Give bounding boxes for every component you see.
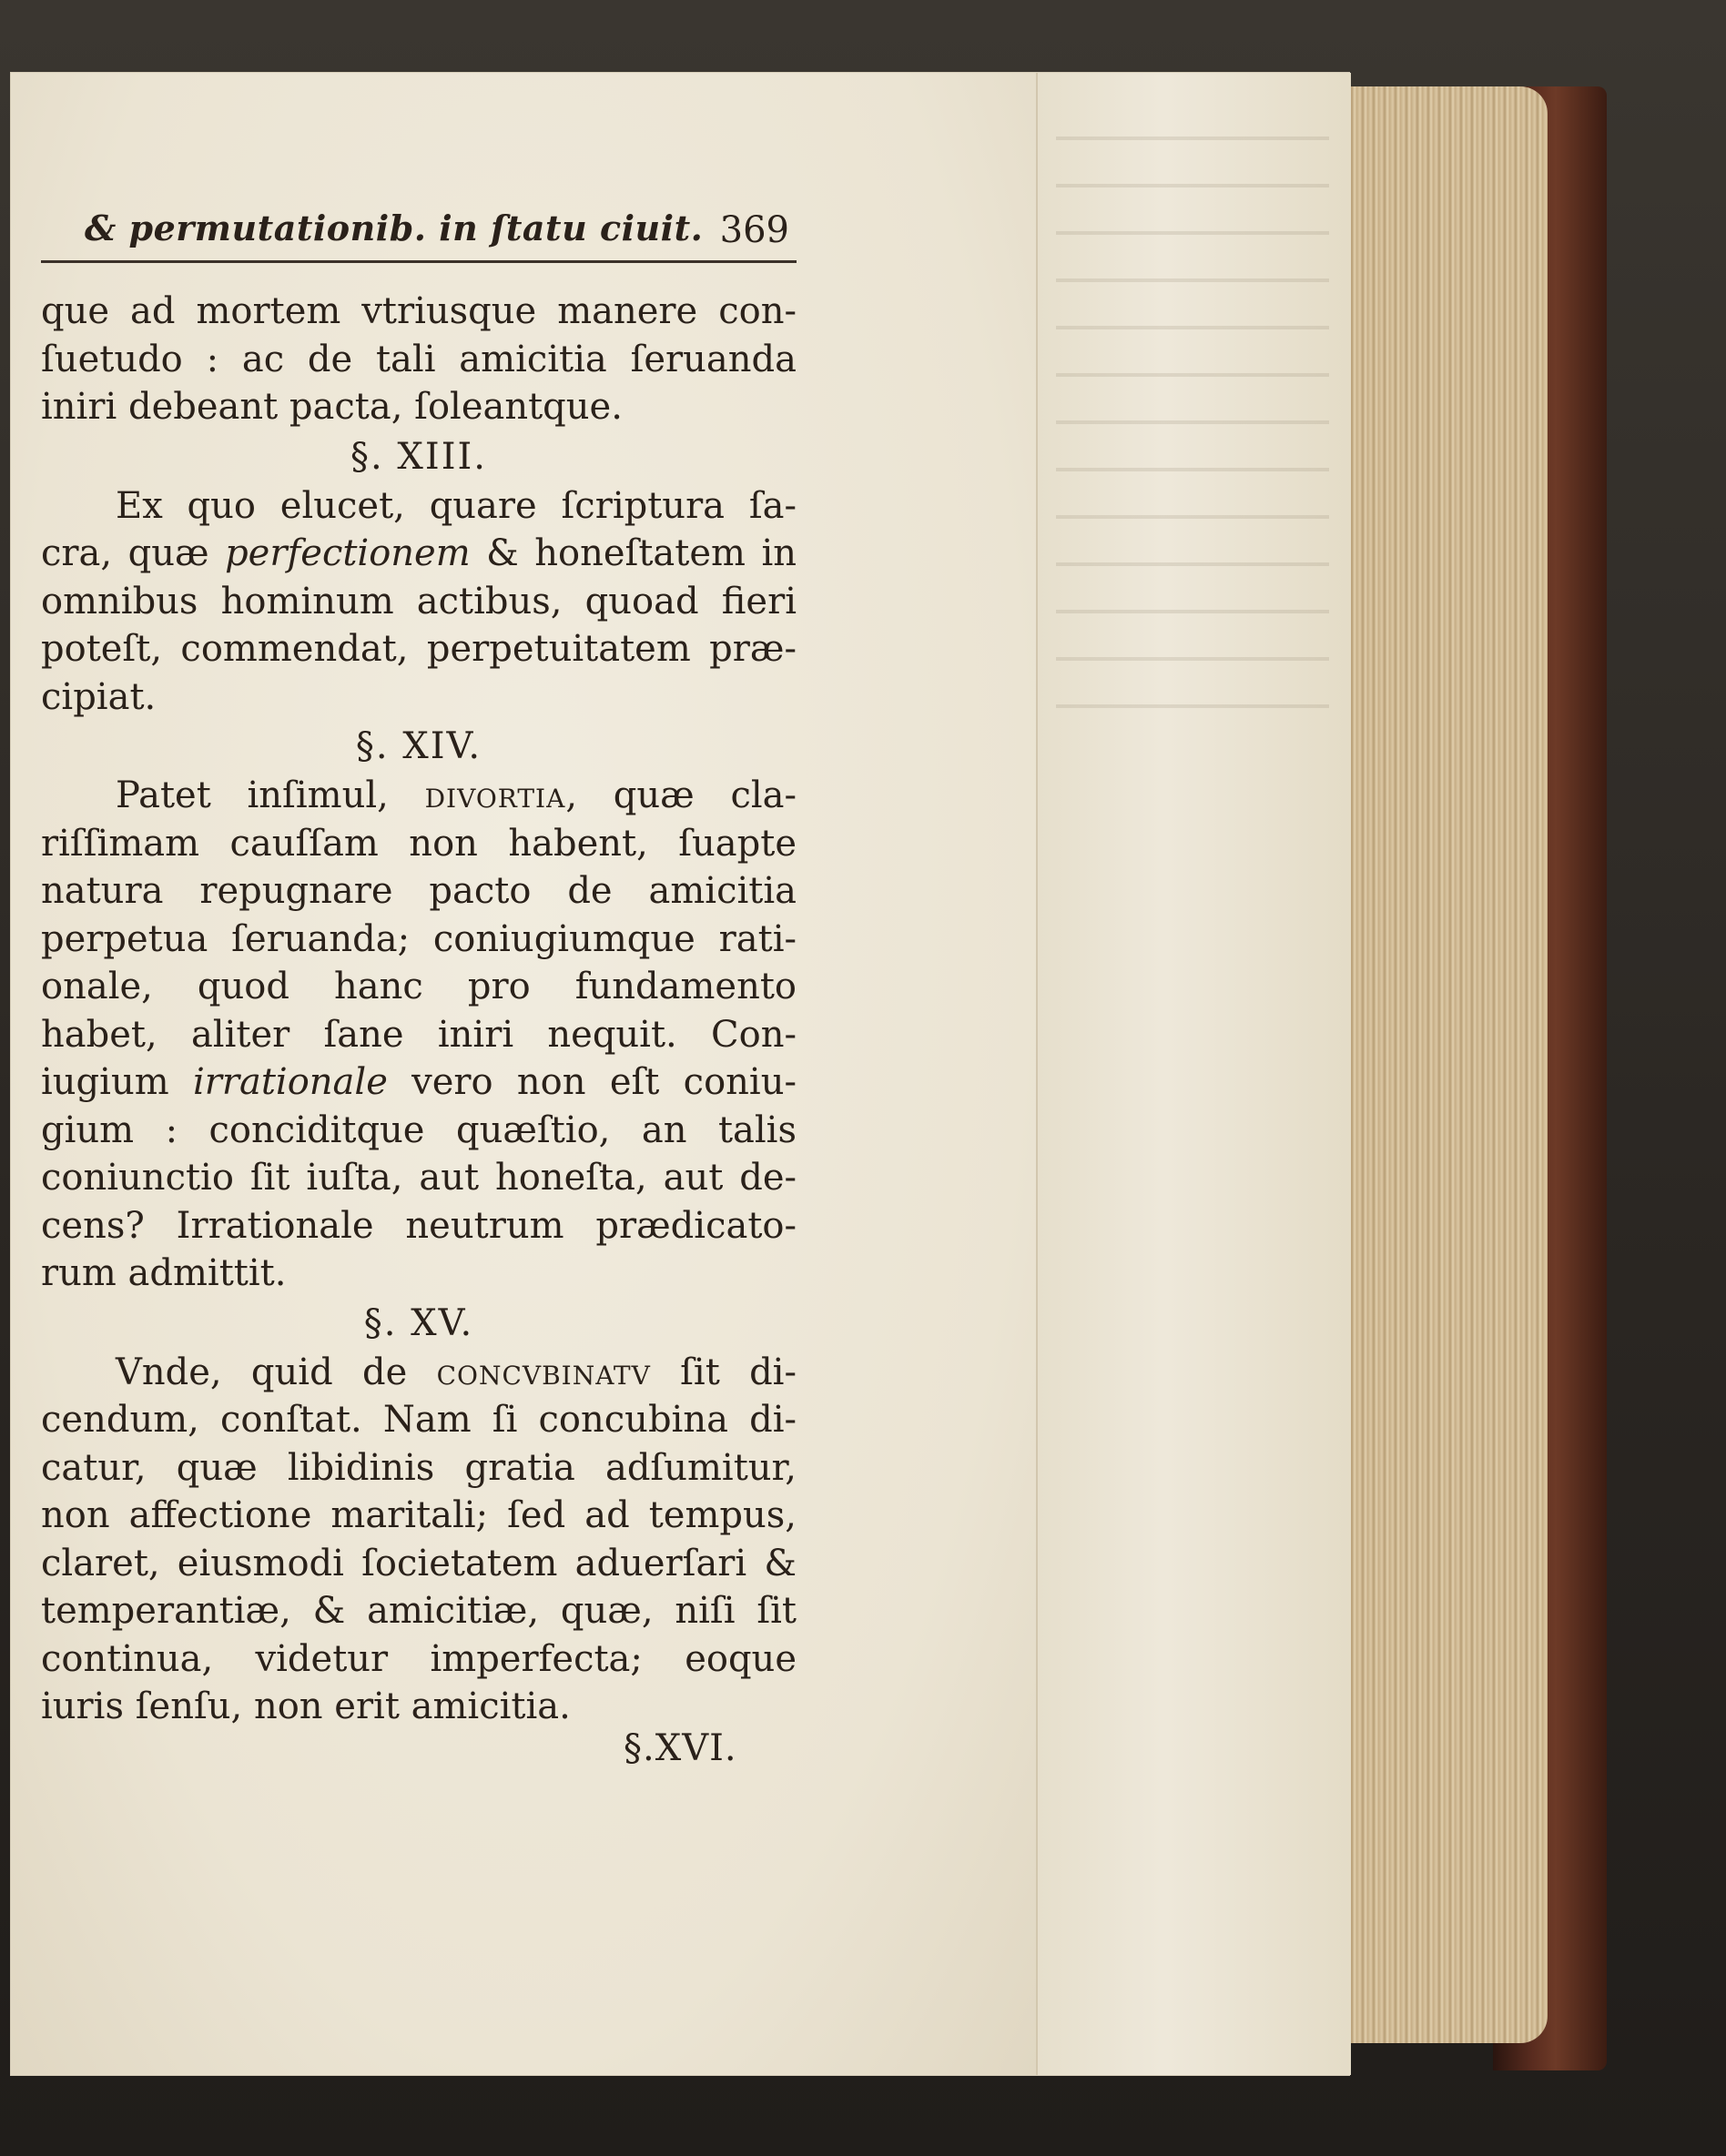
text-line: claret, eiusmodi ſocietatem aduerſari & bbox=[41, 1542, 797, 1584]
text-line: Ex quo elucet, quare ſcriptura ſa- bbox=[116, 484, 797, 527]
text-line bbox=[41, 1058, 797, 1107]
text-line: catur, quæ libidinis gratia adſumitur, bbox=[41, 1446, 797, 1489]
text-span: iugium bbox=[41, 1061, 169, 1103]
catchword: §.XVI. bbox=[624, 1727, 737, 1769]
text-line: que ad mortem vtriusque manere con- bbox=[41, 290, 797, 332]
text-line: cipiat. bbox=[41, 675, 157, 718]
text-line: continua, videtur imperfecta; eoque bbox=[41, 1637, 797, 1680]
text-line: omnibus hominum actibus, quoad fieri bbox=[41, 580, 797, 623]
text-line: perpetua ſeruanda; coniugiumque rati- bbox=[41, 917, 797, 960]
page-block-fore-edge bbox=[1325, 86, 1548, 2043]
text-line bbox=[41, 772, 797, 820]
section-heading-13: §. XIII. bbox=[350, 435, 488, 478]
italic-term: irrationale bbox=[192, 1061, 388, 1103]
text-line: cens? Irrationale neutrum prædicato- bbox=[41, 1204, 797, 1247]
text-line: natura repugnare pacto de amicitia bbox=[41, 870, 797, 912]
text-line: ſuetudo : ac de tali amicitia ſeruanda bbox=[41, 338, 797, 380]
small-caps-term: concvbinatv bbox=[436, 1351, 651, 1393]
section-heading-14: §. XIV. bbox=[355, 725, 482, 767]
show-through-bleed bbox=[1056, 100, 1329, 737]
section-heading-15: §. XV. bbox=[363, 1301, 474, 1344]
text-line: temperantiæ, & amicitiæ, quæ, niſi ſit bbox=[41, 1590, 797, 1632]
text-line: gium : conciditque quæſtio, an talis bbox=[41, 1108, 797, 1151]
page-content bbox=[41, 208, 797, 1769]
body-text bbox=[41, 288, 797, 1731]
text-line: rum admittit. bbox=[41, 1252, 287, 1294]
text-span: Patet inſimul, bbox=[116, 774, 389, 816]
italic-term: perfectionem bbox=[225, 532, 471, 574]
text-line: non affectione maritali; ſed ad tempus, bbox=[41, 1494, 797, 1536]
text-line: coniunctio ſit iuſta, aut honeſta, aut de- bbox=[41, 1157, 797, 1199]
page-number: 369 bbox=[719, 209, 789, 251]
text-span: vero non eſt coniu- bbox=[411, 1061, 797, 1103]
text-line: riſſimam cauſſam non habent, ſuapte bbox=[41, 822, 797, 865]
text-line: onale, quod hanc pro fundamento bbox=[41, 966, 797, 1007]
text-span: Vnde, quid de bbox=[116, 1351, 408, 1393]
text-line bbox=[41, 530, 797, 578]
text-line: habet, aliter ſane iniri nequit. Con- bbox=[41, 1013, 797, 1056]
text-span: , quæ cla- bbox=[565, 774, 797, 816]
text-line: iniri debeant pacta, ſoleantque. bbox=[41, 386, 623, 428]
text-line bbox=[41, 1349, 797, 1397]
text-span: ſit di- bbox=[680, 1351, 797, 1393]
text-line: iuris ſenſu, non erit amicitia. bbox=[41, 1685, 571, 1727]
header-rule bbox=[41, 260, 797, 263]
text-span: & honeſtatem in bbox=[486, 532, 797, 574]
text-span: cra, quæ bbox=[41, 532, 209, 574]
small-caps-term: divortia bbox=[424, 774, 566, 816]
running-head-title: & permutationib. in ſtatu ciuit. bbox=[85, 208, 704, 248]
text-line: cendum, conſtat. Nam ſi concubina di- bbox=[41, 1399, 797, 1441]
running-head bbox=[41, 208, 789, 262]
text-line: poteſt, commendat, perpetuitatem præ- bbox=[41, 628, 797, 670]
